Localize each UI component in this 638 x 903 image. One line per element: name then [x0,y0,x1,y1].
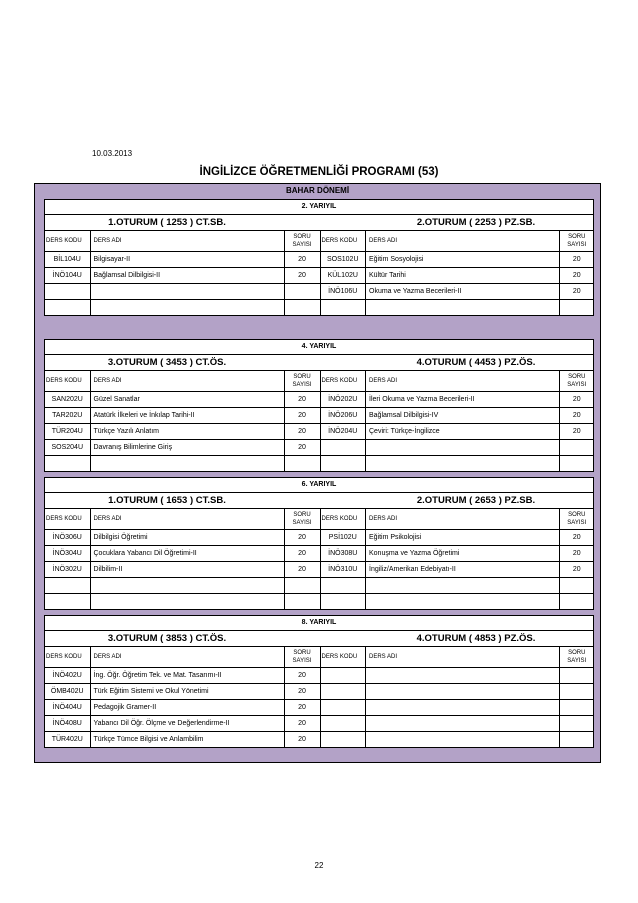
question-count: 20 [284,392,320,408]
header-name: DERS ADI [366,231,560,252]
header-code: DERS KODU [45,647,90,668]
course-code: İNÖ306U [45,530,90,546]
question-count: 20 [284,530,320,546]
course-code: KÜL102U [321,268,366,284]
course-row [45,546,320,562]
semester-block [44,477,594,610]
table-header-row [45,231,320,252]
course-name: Okuma ve Yazma Becerileri-II [366,284,560,300]
question-count: 20 [284,668,320,684]
course-row [321,284,594,300]
question-count [284,456,320,472]
course-name [90,284,284,300]
course-name [366,732,560,748]
course-code [45,284,90,300]
course-code: İNÖ204U [321,424,366,440]
course-code [321,732,366,748]
course-row [45,732,320,748]
course-code: TAR202U [45,408,90,424]
course-code: İNÖ408U [45,716,90,732]
semester-block [44,339,594,472]
header-code: DERS KODU [321,509,366,530]
course-code: SOS102U [321,252,366,268]
header-count-line1: SORU [568,374,586,380]
question-count [284,284,320,300]
question-count: 20 [560,424,594,440]
semester-heading: 8. YARIYIL [45,616,593,631]
header-code: DERS KODU [45,509,90,530]
session-title-right: 2.OTURUM ( 2253 ) PZ.SB. [416,217,536,228]
course-name [366,716,560,732]
question-count: 20 [560,252,594,268]
header-count [284,647,320,668]
course-code [321,700,366,716]
course-table-left [45,646,321,747]
question-count: 20 [284,546,320,562]
course-row [45,668,320,684]
header-count [560,509,594,530]
table-header-row [45,509,320,530]
course-name [90,594,284,610]
header-count [284,231,320,252]
header-count-line2: SAYISI [567,658,587,664]
header-count-line2: SAYISI [292,658,312,664]
course-name [366,594,560,610]
course-row [321,546,594,562]
page-number: 22 [314,861,324,870]
header-count-line1: SORU [293,650,311,656]
course-name: İngiliz/Amerikan Edebiyatı-II [366,562,560,578]
course-row [321,300,594,316]
header-name: DERS ADI [366,647,560,668]
header-name: DERS ADI [366,371,560,392]
header-count-line2: SAYISI [567,520,587,526]
header-count-line1: SORU [293,512,311,518]
header-count [560,231,594,252]
question-count [560,716,594,732]
course-row [321,562,594,578]
course-name: Atatürk İlkeleri ve İnkılap Tarihi-II [90,408,284,424]
course-name: Güzel Sanatlar [90,392,284,408]
session-title-left: 1.OTURUM ( 1653 ) CT.SB. [108,495,226,506]
session-title-left: 3.OTURUM ( 3453 ) CT.ÖS. [107,357,227,368]
question-count: 20 [284,562,320,578]
course-name [366,700,560,716]
course-code: İNÖ302U [45,562,90,578]
page-title: İNGİLİZCE ÖĞRETMENLİĞİ PROGRAMI (53) [199,166,439,178]
course-name: Kültür Tarihi [366,268,560,284]
course-row [321,440,594,456]
question-count: 20 [284,252,320,268]
course-name: Çocuklara Yabancı Dil Öğretimi-II [90,546,284,562]
course-row [45,268,320,284]
semester-block [44,199,594,316]
course-row [321,716,594,732]
course-name: Konuşma ve Yazma Öğretimi [366,546,560,562]
session-title-left: 3.OTURUM ( 3853 ) CT.ÖS. [107,633,227,644]
course-code [321,684,366,700]
header-count-line1: SORU [293,234,311,240]
course-name: Çeviri: Türkçe-İngilizce [366,424,560,440]
course-code: İNÖ104U [45,268,90,284]
course-code [321,594,366,610]
question-count [560,732,594,748]
header-count [284,509,320,530]
session-headings [45,355,593,370]
course-table-left [45,508,321,609]
course-name: Dilbilim-II [90,562,284,578]
course-code [321,300,366,316]
course-code [45,594,90,610]
course-name: İleri Okuma ve Yazma Becerileri-II [366,392,560,408]
question-count [560,594,594,610]
course-row [45,392,320,408]
header-count-line1: SORU [568,650,586,656]
semester-heading: 4. YARIYIL [45,340,593,355]
header-count-line2: SAYISI [292,382,312,388]
question-count [284,300,320,316]
course-table-left [45,370,321,471]
course-name: Bağlamsal Dilbilgisi-IV [366,408,560,424]
course-row [321,392,594,408]
course-row [321,456,594,472]
course-name: Bilgisayar-II [90,252,284,268]
course-code [45,456,90,472]
header-code: DERS KODU [45,231,90,252]
course-code: TÜR402U [45,732,90,748]
question-count: 20 [560,530,594,546]
session-tables [45,230,593,315]
course-row [321,268,594,284]
course-row [45,300,320,316]
header-code: DERS KODU [45,371,90,392]
course-row [321,732,594,748]
course-row [321,668,594,684]
course-name [366,578,560,594]
session-title-left: 1.OTURUM ( 1253 ) CT.SB. [108,217,226,228]
course-name [90,300,284,316]
course-code [321,440,366,456]
course-name [366,668,560,684]
course-code: İNÖ206U [321,408,366,424]
course-code: TÜR204U [45,424,90,440]
course-name: Pedagojik Gramer-II [90,700,284,716]
header-count-line2: SAYISI [567,242,587,248]
header-count [560,647,594,668]
course-name: Yabancı Dil Öğr. Ölçme ve Değerlendirme-II [90,716,284,732]
course-name: Eğitim Sosyolojisi [366,252,560,268]
course-table-right [321,230,594,315]
question-count: 20 [284,408,320,424]
table-header-row [321,509,594,530]
course-code: PSİ102U [321,530,366,546]
course-code [45,300,90,316]
table-header-row [45,371,320,392]
course-name: Türk Eğitim Sistemi ve Okul Yönetimi [90,684,284,700]
session-title-right: 4.OTURUM ( 4853 ) PZ.ÖS. [416,633,536,644]
question-count: 20 [284,716,320,732]
question-count [560,700,594,716]
session-headings [45,631,593,646]
course-name: Türkçe Tümce Bilgisi ve Anlambilim [90,732,284,748]
header-name: DERS ADI [366,509,560,530]
question-count: 20 [560,268,594,284]
course-row [45,440,320,456]
course-row [321,594,594,610]
header-count-line2: SAYISI [292,242,312,248]
season-heading: BAHAR DÖNEMİ [285,186,350,195]
course-code: SAN202U [45,392,90,408]
course-code [321,668,366,684]
course-row [45,456,320,472]
course-code [321,716,366,732]
course-code: SOS204U [45,440,90,456]
course-row [45,252,320,268]
course-name: Eğitim Psikolojisi [366,530,560,546]
course-row [45,700,320,716]
header-name: DERS ADI [90,509,284,530]
course-name [366,300,560,316]
question-count: 20 [284,684,320,700]
table-header-row [321,647,594,668]
course-row [45,578,320,594]
course-code: İNÖ402U [45,668,90,684]
course-row [45,424,320,440]
question-count [560,456,594,472]
course-name [366,684,560,700]
table-header-row [45,647,320,668]
question-count [284,594,320,610]
course-code: İNÖ404U [45,700,90,716]
header-name: DERS ADI [90,371,284,392]
question-count: 20 [560,284,594,300]
question-count [560,300,594,316]
course-code: ÖMB402U [45,684,90,700]
question-count: 20 [284,268,320,284]
semester-block [44,615,594,748]
course-row [45,562,320,578]
course-row [321,252,594,268]
course-name [90,456,284,472]
course-name: İng. Öğr. Öğretim Tek. ve Mat. Tasarımı-II [90,668,284,684]
header-code: DERS KODU [321,231,366,252]
semester-heading: 6. YARIYIL [45,478,593,493]
course-row [45,408,320,424]
course-name [90,578,284,594]
question-count: 20 [560,562,594,578]
header-code: DERS KODU [321,647,366,668]
session-tables [45,646,593,747]
header-count-line2: SAYISI [567,382,587,388]
course-table-right [321,646,594,747]
course-name: Türkçe Yazılı Anlatım [90,424,284,440]
session-headings [45,493,593,508]
course-row [45,594,320,610]
session-tables [45,370,593,471]
course-row [45,684,320,700]
course-row [45,716,320,732]
session-tables [45,508,593,609]
course-name [366,456,560,472]
table-header-row [321,231,594,252]
header-count-line1: SORU [568,512,586,518]
header-name: DERS ADI [90,231,284,252]
course-code: İNÖ202U [321,392,366,408]
header-code: DERS KODU [321,371,366,392]
header-name: DERS ADI [90,647,284,668]
question-count: 20 [284,424,320,440]
question-count: 20 [284,440,320,456]
question-count: 20 [560,546,594,562]
course-row [321,684,594,700]
session-title-right: 2.OTURUM ( 2653 ) PZ.SB. [416,495,536,506]
course-row [321,530,594,546]
question-count: 20 [560,392,594,408]
semester-heading: 2. YARIYIL [45,200,593,215]
course-row [321,408,594,424]
course-name: Bağlamsal Dilbilgisi-II [90,268,284,284]
course-name: Davranış Bilimlerine Giriş [90,440,284,456]
header-count [284,371,320,392]
course-table-right [321,508,594,609]
course-name: Dilbilgisi Öğretimi [90,530,284,546]
question-count [284,578,320,594]
header-count-line1: SORU [293,374,311,380]
course-code: BİL104U [45,252,90,268]
header-count-line2: SAYISI [292,520,312,526]
course-code: İNÖ304U [45,546,90,562]
question-count [560,578,594,594]
question-count: 20 [284,732,320,748]
course-code [321,578,366,594]
header-count [560,371,594,392]
table-header-row [321,371,594,392]
question-count [560,684,594,700]
course-table-right [321,370,594,471]
course-code: İNÖ310U [321,562,366,578]
header-count-line1: SORU [568,234,586,240]
session-headings [45,215,593,230]
document-date: 10.03.2013 [92,149,133,158]
course-code: İNÖ106U [321,284,366,300]
course-code: İNÖ308U [321,546,366,562]
course-row [45,530,320,546]
course-row [321,424,594,440]
question-count: 20 [560,408,594,424]
course-code [321,456,366,472]
course-code [45,578,90,594]
course-row [45,284,320,300]
question-count [560,440,594,456]
course-table-left [45,230,321,315]
session-title-right: 4.OTURUM ( 4453 ) PZ.ÖS. [416,357,536,368]
question-count [560,668,594,684]
course-name [366,440,560,456]
course-row [321,700,594,716]
question-count: 20 [284,700,320,716]
course-row [321,578,594,594]
